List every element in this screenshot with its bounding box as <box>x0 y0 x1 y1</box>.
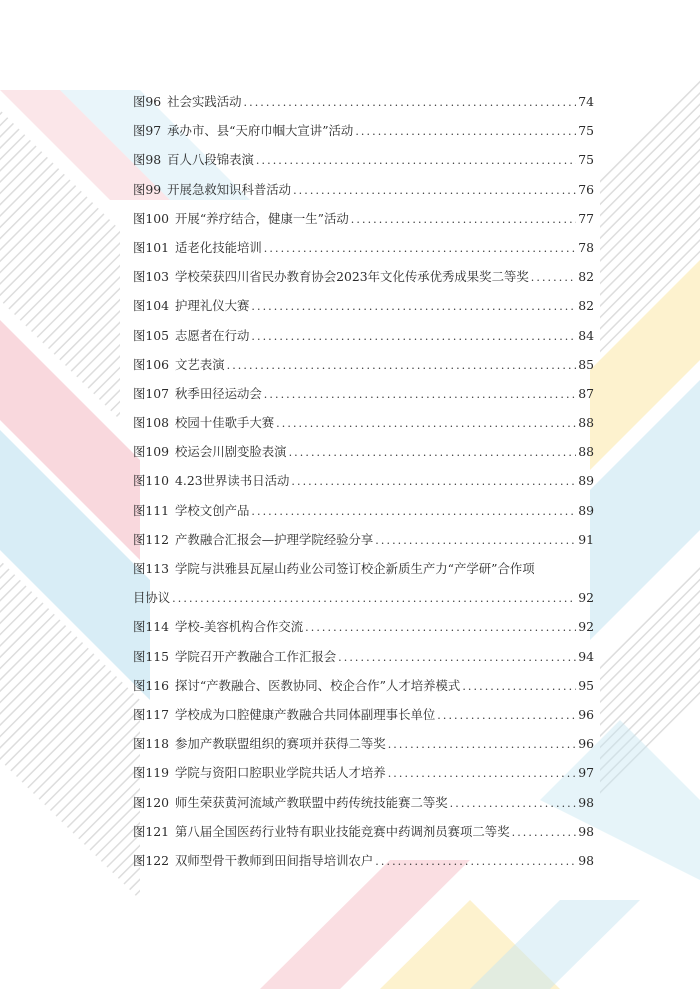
leader-dots <box>338 651 576 664</box>
page-number: 92 <box>578 590 594 606</box>
toc-entry[interactable] <box>133 296 594 325</box>
leader-dots <box>227 359 577 372</box>
figure-title: 文艺表演 <box>175 356 225 372</box>
figure-number: 图121 <box>133 823 170 839</box>
leader-dots <box>251 330 576 343</box>
toc-entry[interactable] <box>133 238 594 267</box>
leader-dots <box>293 184 576 197</box>
leader-dots <box>251 300 576 313</box>
figure-title: 学校-美容机构合作交流 <box>175 619 304 635</box>
figure-title: 学校成为口腔健康产教融合共同体副理事长单位 <box>175 706 436 722</box>
figure-title: 第八届全国医药行业特有职业技能竞赛中药调剂员赛项二等奖 <box>175 823 510 839</box>
leader-dots <box>355 125 576 138</box>
figure-number: 图100 <box>133 210 170 226</box>
page-number: 88 <box>578 444 594 460</box>
figure-title: 学院与洪雅县瓦屋山药业公司签订校企新质生产力“产学研”合作项 <box>175 561 535 576</box>
toc-entry[interactable] <box>133 763 594 792</box>
figure-number: 图101 <box>133 239 170 255</box>
figure-number: 图107 <box>133 385 170 401</box>
toc-entry-continuation[interactable] <box>133 588 594 617</box>
toc-entry[interactable] <box>133 209 594 238</box>
page-number: 98 <box>578 794 594 810</box>
page-number: 82 <box>578 298 594 314</box>
figure-title: 护理礼仪大赛 <box>175 298 250 314</box>
leader-dots <box>531 271 576 284</box>
page-number: 89 <box>578 502 594 518</box>
page-number: 74 <box>578 94 594 109</box>
page-number: 91 <box>578 531 594 547</box>
page-number: 92 <box>578 619 594 635</box>
toc-entry[interactable] <box>133 734 594 763</box>
figure-number: 图103 <box>133 269 170 285</box>
figure-title: 学院召开产教融合工作汇报会 <box>175 648 337 664</box>
toc-entry[interactable] <box>133 355 594 384</box>
leader-dots <box>291 475 576 488</box>
page-number: 97 <box>578 765 594 781</box>
figure-number: 图119 <box>133 765 170 781</box>
figure-title: 双师型骨干教师到田间指导培训农户 <box>175 852 374 868</box>
toc-entry[interactable] <box>133 559 594 588</box>
figure-number: 图99 <box>133 181 162 197</box>
leader-dots <box>251 505 576 518</box>
leader-dots <box>450 797 577 810</box>
figure-title: 4.23世界读书日活动 <box>175 473 290 489</box>
figure-title: 产教融合汇报会—护理学院经验分享 <box>175 531 374 547</box>
toc-entry[interactable] <box>133 501 594 530</box>
leader-dots <box>462 680 576 693</box>
figure-number: 图109 <box>133 444 170 460</box>
figure-title: 承办市、县“天府巾帼大宣讲”活动 <box>167 123 354 139</box>
toc-entry[interactable] <box>133 851 594 880</box>
leader-dots <box>437 709 576 722</box>
figure-number: 图106 <box>133 356 170 372</box>
figure-title: 校园十佳歌手大赛 <box>175 415 275 431</box>
figure-number: 图122 <box>133 852 170 868</box>
figure-number: 图117 <box>133 706 170 722</box>
figure-title: 社会实践活动 <box>167 94 242 109</box>
page-number: 88 <box>578 415 594 431</box>
leader-dots <box>264 388 576 401</box>
figure-number: 图115 <box>133 648 170 664</box>
figure-number: 图110 <box>133 473 170 489</box>
figure-title-continuation: 目协议 <box>133 590 171 606</box>
page-number: 76 <box>578 181 594 197</box>
table-of-figures <box>133 92 594 880</box>
figure-title: 开展“养疗结合，健康一生”活动 <box>175 210 349 226</box>
page-number: 96 <box>578 706 594 722</box>
leader-dots <box>375 855 576 868</box>
page-number: 87 <box>578 385 594 401</box>
toc-entry[interactable] <box>133 617 594 646</box>
figure-title: 探讨“产教融合、医教协同、校企合作”人才培养模式 <box>175 677 461 693</box>
page-number: 78 <box>578 239 594 255</box>
leader-dots <box>388 767 577 780</box>
toc-entry[interactable] <box>133 267 594 296</box>
page-number: 84 <box>578 327 594 343</box>
page-number: 75 <box>578 123 594 139</box>
toc-entry[interactable] <box>133 384 594 413</box>
figure-title: 校运会川剧变脸表演 <box>175 444 287 460</box>
figure-title: 秋季田径运动会 <box>175 385 262 401</box>
leader-dots <box>375 534 576 547</box>
toc-entry[interactable] <box>133 326 594 355</box>
figure-title: 参加产教联盟组织的赛项并获得二等奖 <box>175 736 386 752</box>
figure-number: 图108 <box>133 415 170 431</box>
leader-dots <box>388 738 577 751</box>
toc-entry[interactable] <box>133 705 594 734</box>
leader-dots <box>512 826 577 839</box>
figure-number: 图98 <box>133 152 162 168</box>
toc-entry[interactable] <box>133 530 594 559</box>
toc-entry[interactable] <box>133 442 594 471</box>
page-number: 98 <box>578 852 594 868</box>
figure-number: 图96 <box>133 94 162 109</box>
figure-number: 图113 <box>133 561 170 576</box>
figure-number: 图118 <box>133 736 170 752</box>
figure-title: 开展急救知识科普活动 <box>167 181 292 197</box>
figure-number: 图112 <box>133 531 170 547</box>
page-number: 85 <box>578 356 594 372</box>
toc-entry[interactable] <box>133 793 594 822</box>
leader-dots <box>351 213 576 226</box>
leader-dots <box>172 592 576 605</box>
toc-entry[interactable] <box>133 822 594 851</box>
figure-number: 图111 <box>133 502 170 518</box>
figure-title: 学院与资阳口腔职业学院共话人才培养 <box>175 765 386 781</box>
page-number: 96 <box>578 736 594 752</box>
page-number: 77 <box>578 210 594 226</box>
figure-title: 师生荣获黄河流域产教联盟中药传统技能赛二等奖 <box>175 794 448 810</box>
figure-number: 图116 <box>133 677 170 693</box>
toc-entry[interactable] <box>133 180 594 209</box>
figure-number: 图114 <box>133 619 170 635</box>
figure-number: 图104 <box>133 298 170 314</box>
figure-title: 志愿者在行动 <box>175 327 250 343</box>
toc-entry[interactable] <box>133 676 594 705</box>
toc-entry[interactable] <box>133 92 594 121</box>
leader-dots <box>244 96 577 109</box>
page-number: 98 <box>578 823 594 839</box>
page-number: 89 <box>578 473 594 489</box>
toc-entry[interactable] <box>133 413 594 442</box>
toc-entry[interactable] <box>133 647 594 676</box>
page-number: 75 <box>578 152 594 168</box>
figure-title: 学校文创产品 <box>175 502 250 518</box>
leader-dots <box>276 417 576 430</box>
figure-title: 适老化技能培训 <box>175 239 262 255</box>
figure-number: 图105 <box>133 327 170 343</box>
leader-dots <box>305 621 576 634</box>
figure-title: 百人八段锦表演 <box>167 152 254 168</box>
leader-dots <box>264 242 576 255</box>
page-number: 94 <box>578 648 594 664</box>
page-number: 95 <box>578 677 594 693</box>
leader-dots <box>256 154 576 167</box>
figure-number: 图120 <box>133 794 170 810</box>
leader-dots <box>289 446 577 459</box>
page-number: 82 <box>578 269 594 285</box>
toc-entry[interactable] <box>133 121 594 150</box>
toc-entry[interactable] <box>133 471 594 500</box>
toc-entry[interactable] <box>133 150 594 179</box>
figure-title: 学校荣获四川省民办教育协会2023年文化传承优秀成果奖二等奖 <box>175 269 529 285</box>
figure-number: 图97 <box>133 123 162 139</box>
